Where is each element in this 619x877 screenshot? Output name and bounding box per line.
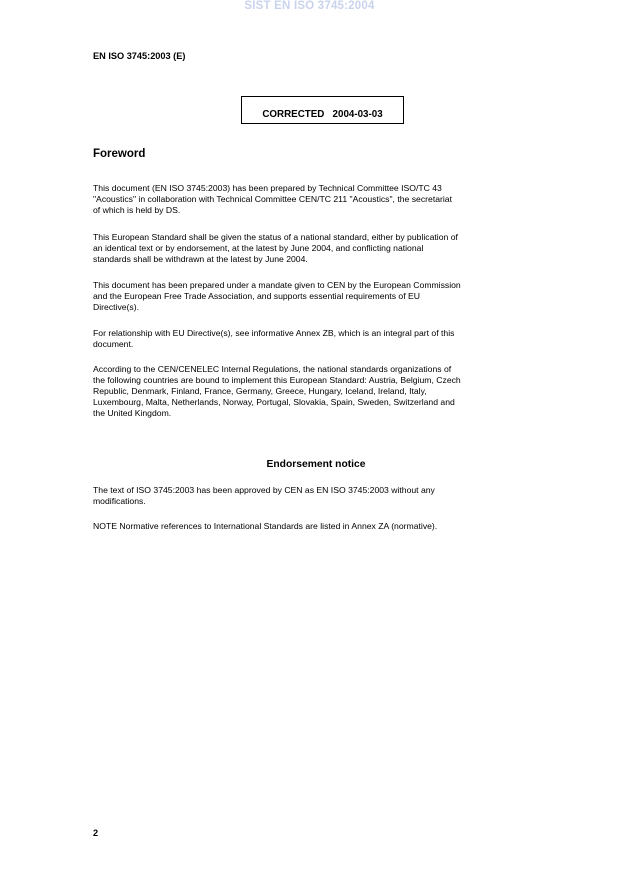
foreword-paragraph-5 xyxy=(93,364,543,419)
corrected-notice-text: CORRECTED 2004-03-03 xyxy=(262,109,383,120)
foreword-paragraph-4 xyxy=(93,328,543,350)
text-line: This document has been prepared under a mandate given to CEN by the European Commission xyxy=(93,280,461,290)
text-line: of which is held by DS. xyxy=(93,204,181,215)
text-line: an identical text or by endorsement, at the latest by June 2004, and conflicting national xyxy=(93,242,424,253)
foreword-paragraph-3 xyxy=(93,280,543,313)
foreword-paragraph-1 xyxy=(93,183,543,216)
endorsement-paragraph-1 xyxy=(93,485,543,507)
foreword-heading: Foreword xyxy=(93,148,146,160)
text-line: According to the CEN/CENELEC Internal Regulations, the national standards organizations of xyxy=(93,364,452,374)
endorsement-note xyxy=(93,521,543,532)
text-line: document. xyxy=(93,338,134,349)
text-line: "Acoustics" in collaboration with Technical Committee CEN/TC 211 "Acoustics", the secretariat xyxy=(93,193,452,204)
page-number: 2 xyxy=(93,828,99,838)
text-line: Republic, Denmark, Finland, France, Germany, Greece, Hungary, Iceland, Ireland, Italy, xyxy=(93,385,427,396)
text-line: The text of ISO 3745:2003 has been approved by CEN as EN ISO 3745:2003 without any xyxy=(93,485,435,495)
text-line: and the European Free Trade Association, and supports essential requirements of EU xyxy=(93,290,420,301)
text-line: Luxembourg, Malta, Netherlands, Norway, Portugal, Slovakia, Spain, Sweden, Switzerland and xyxy=(93,396,455,407)
corrected-notice-box xyxy=(241,96,404,124)
text-line: For relationship with EU Directive(s), see informative Annex ZB, which is an integral part of this xyxy=(93,328,455,338)
document-identifier: EN ISO 3745:2003 (E) xyxy=(93,51,186,61)
text-line: This document (EN ISO 3745:2003) has been prepared by Technical Committee ISO/TC 43 xyxy=(93,183,442,193)
text-line: This European Standard shall be given the status of a national standard, either by publication of xyxy=(93,232,458,242)
text-line: NOTE Normative references to International Standards are listed in Annex ZA (normative). xyxy=(93,521,438,531)
foreword-paragraph-2 xyxy=(93,232,543,265)
text-line: standards shall be withdrawn at the latest by June 2004. xyxy=(93,253,308,264)
text-line: modifications. xyxy=(93,495,146,506)
text-line: Directive(s). xyxy=(93,301,140,312)
watermark: SIST EN ISO 3745:2004 xyxy=(244,0,375,12)
endorsement-heading: Endorsement notice xyxy=(266,459,366,470)
text-line: the following countries are bound to implement this European Standard: Austria, Belgium, Czech xyxy=(93,374,461,385)
text-line: the United Kingdom. xyxy=(93,407,172,418)
